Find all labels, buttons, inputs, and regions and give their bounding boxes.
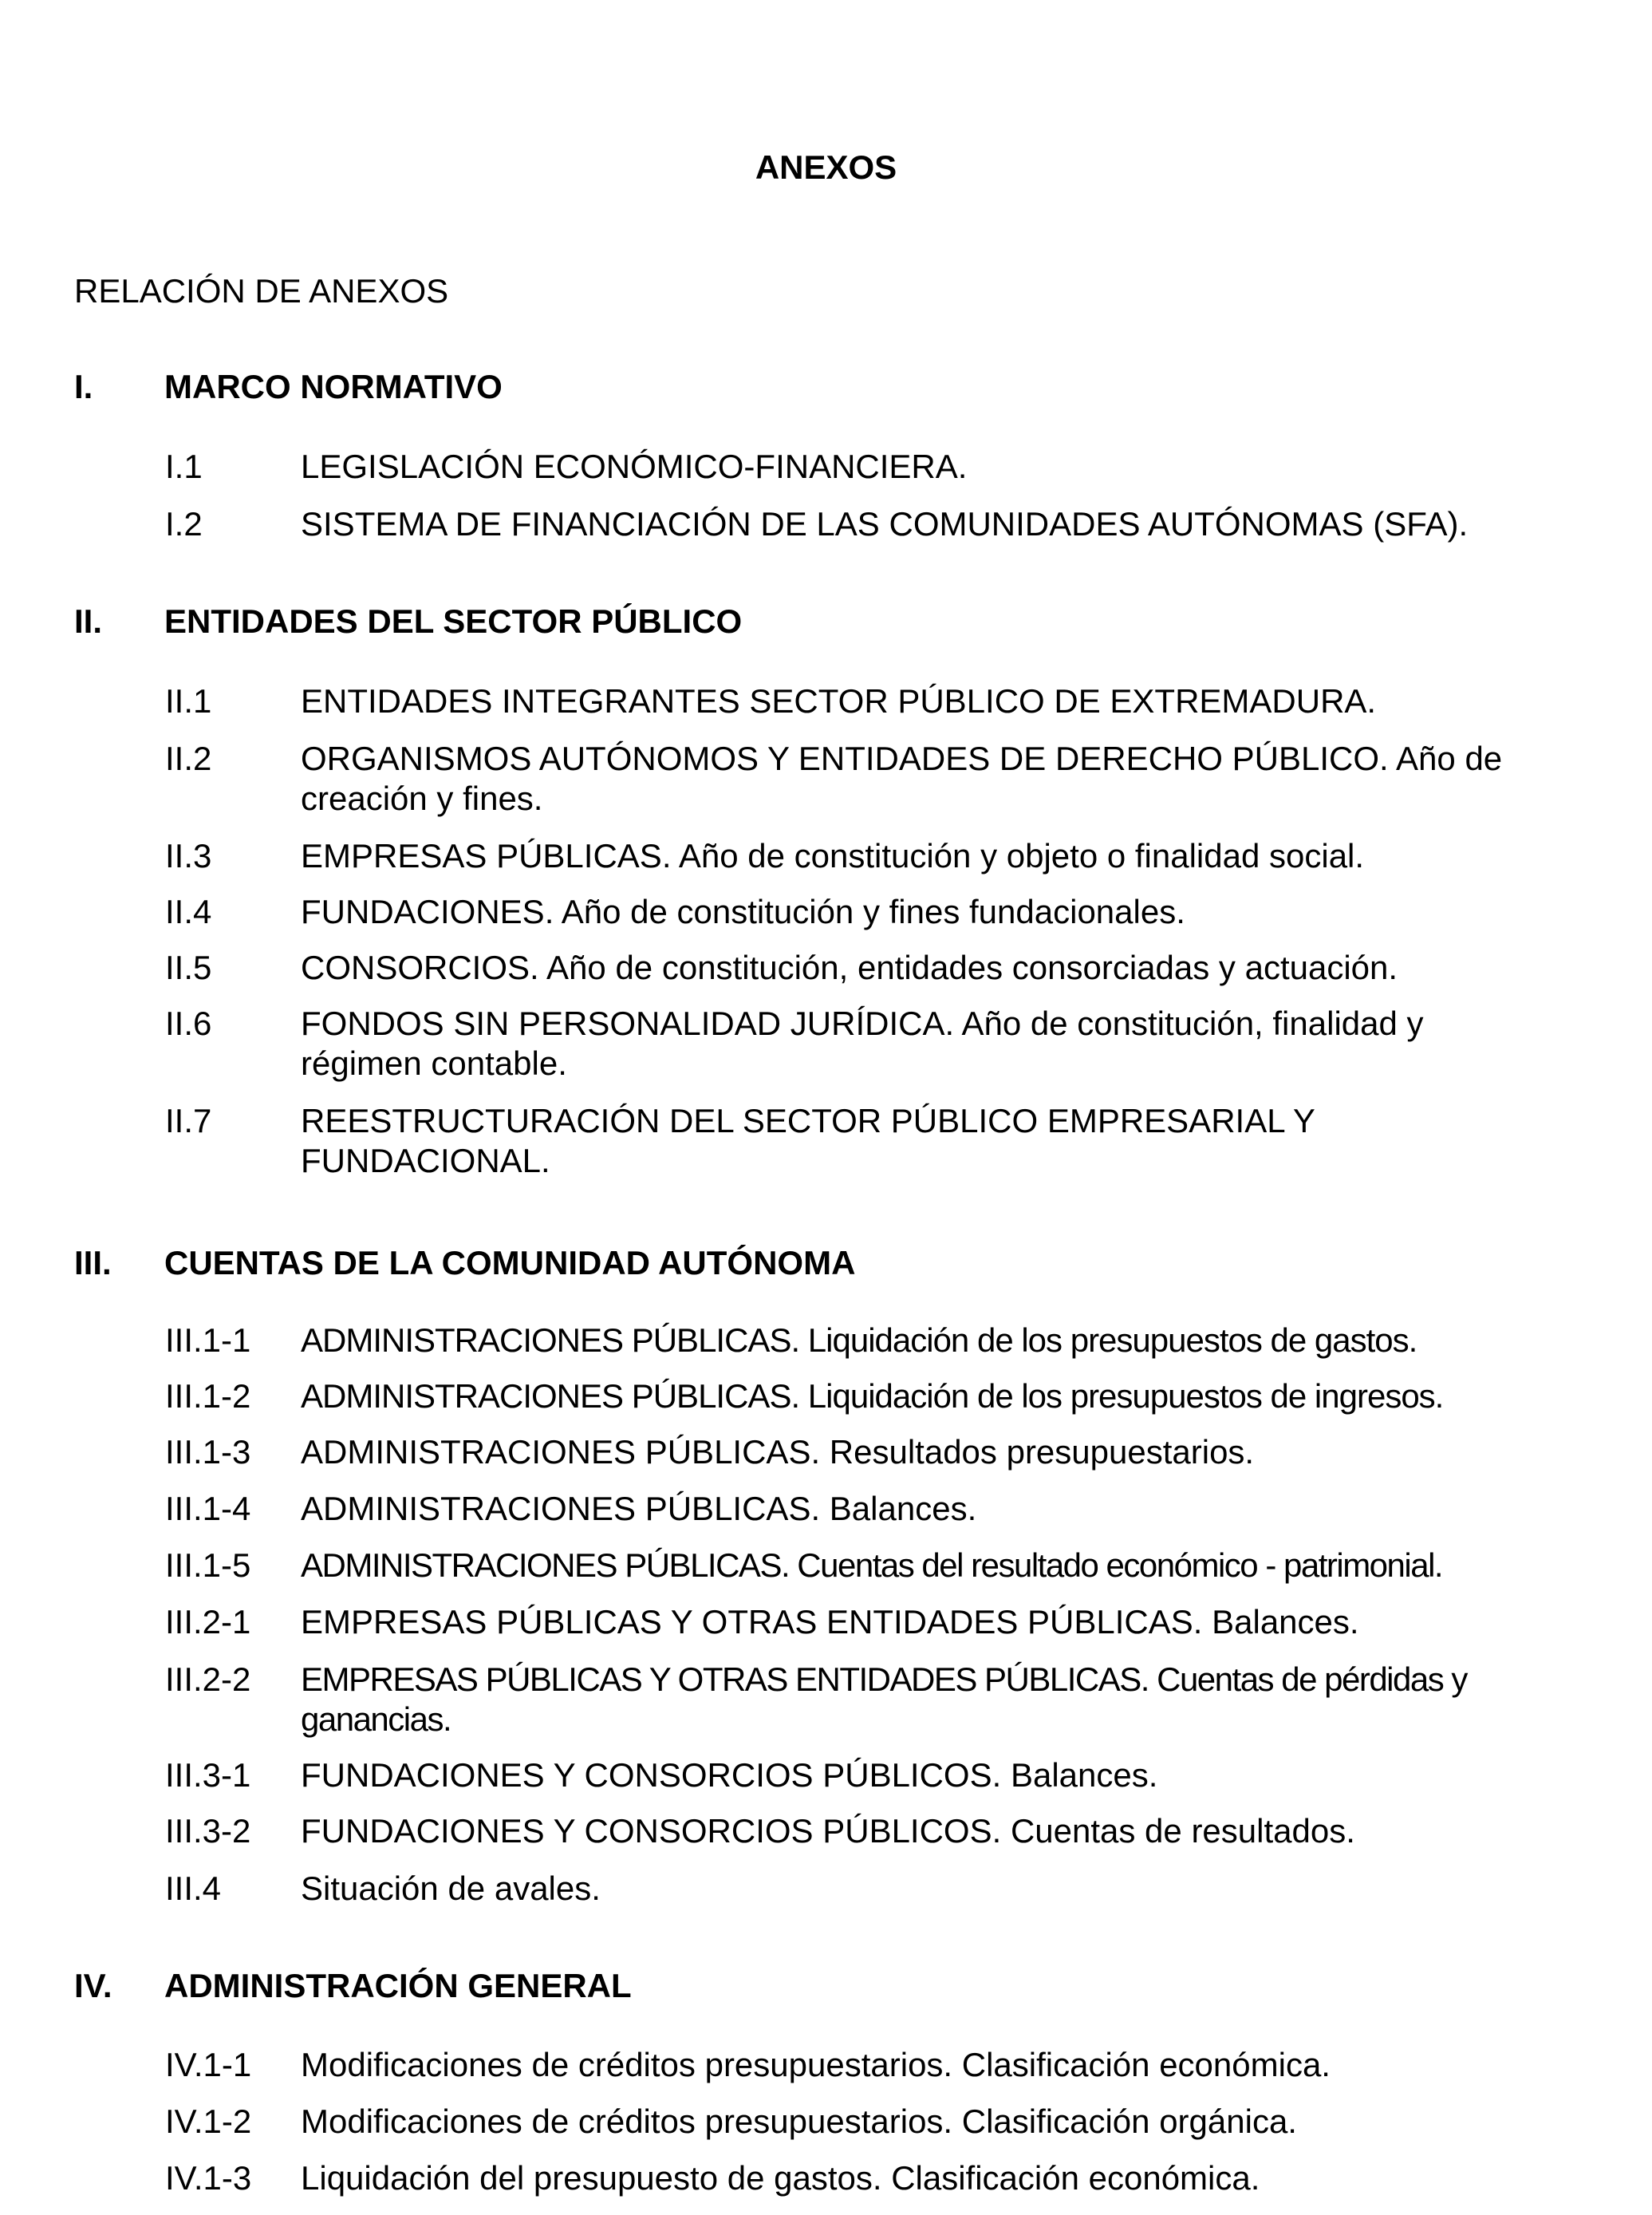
entry-text: Situación de avales. (301, 1870, 601, 1907)
entry-code: II.5 (165, 949, 212, 986)
entry-text: FONDOS SIN PERSONALIDAD JURÍDICA. Año de constitución, finalidad y régimen contable. (301, 1005, 1424, 1082)
entry-code: III.1-4 (165, 1490, 251, 1527)
section-title: ENTIDADES DEL SECTOR PÚBLICO (164, 602, 743, 640)
entry-code: III.1-3 (165, 1433, 251, 1471)
entry-code: III.1-5 (165, 1546, 251, 1584)
entry-text: Modificaciones de créditos presupuestarios. Clasificación económica. (301, 2046, 1331, 2083)
entry-text: ADMINISTRACIONES PÚBLICAS. Balances. (301, 1490, 977, 1527)
entry-text: FUNDACIONES. Año de constitución y fines fundacionales. (301, 893, 1185, 930)
entry-text: LEGISLACIÓN ECONÓMICO-FINANCIERA. (301, 448, 968, 485)
entry-code: II.7 (165, 1102, 212, 1139)
section-title: CUENTAS DE LA COMUNIDAD AUTÓNOMA (164, 1244, 856, 1281)
entry-code: III.1-2 (165, 1377, 251, 1415)
entry-code: IV.1-2 (165, 2102, 252, 2140)
entry-text: ADMINISTRACIONES PÚBLICAS. Cuentas del resultado económico - patrimonial. (301, 1546, 1443, 1584)
entry-text: ADMINISTRACIONES PÚBLICAS. Resultados presupuestarios. (301, 1433, 1255, 1471)
entry-code: III.3-1 (165, 1756, 251, 1794)
entry-code: III.2-2 (165, 1660, 251, 1698)
section-title: ADMINISTRACIÓN GENERAL (164, 1967, 632, 2004)
entry-text: ADMINISTRACIONES PÚBLICAS. Liquidación de los presupuestos de gastos. (301, 1321, 1417, 1359)
entry-text: REESTRUCTURACIÓN DEL SECTOR PÚBLICO EMPRESARIAL Y FUNDACIONAL. (301, 1102, 1315, 1179)
entry-text: CONSORCIOS. Año de constitución, entidades consorciadas y actuación. (301, 949, 1398, 986)
page-title: ANEXOS (755, 148, 897, 186)
entry-code: III.1-1 (165, 1321, 251, 1359)
entry-code: III.3-2 (165, 1812, 251, 1850)
entry-text: FUNDACIONES Y CONSORCIOS PÚBLICOS. Balances. (301, 1756, 1158, 1794)
section-number: IV. (74, 1967, 112, 2004)
entry-code: II.2 (165, 740, 212, 777)
section-title: MARCO NORMATIVO (164, 368, 503, 405)
entry-code: IV.1-3 (165, 2159, 252, 2197)
entry-code: II.3 (165, 837, 212, 875)
entry-text: Liquidación del presupuesto de gastos. Clasificación económica. (301, 2159, 1260, 2197)
entry-code: IV.1-1 (165, 2046, 252, 2083)
entry-code: II.6 (165, 1005, 212, 1042)
entry-text: Modificaciones de créditos presupuestarios. Clasificación orgánica. (301, 2102, 1297, 2140)
entry-text: FUNDACIONES Y CONSORCIOS PÚBLICOS. Cuentas de resultados. (301, 1812, 1355, 1850)
entry-code: I.2 (165, 505, 203, 543)
section-number: III. (74, 1244, 112, 1281)
entry-text: ADMINISTRACIONES PÚBLICAS. Liquidación de los presupuestos de ingresos. (301, 1377, 1444, 1415)
section-number: I. (74, 368, 93, 405)
entry-text: EMPRESAS PÚBLICAS Y OTRAS ENTIDADES PÚBLICAS. Balances. (301, 1603, 1359, 1641)
entry-code: II.1 (165, 682, 212, 720)
entry-text: EMPRESAS PÚBLICAS. Año de constitución y objeto o finalidad social. (301, 837, 1365, 875)
entry-text: SISTEMA DE FINANCIACIÓN DE LAS COMUNIDADES AUTÓNOMAS (SFA). (301, 505, 1469, 543)
annex-list-subtitle: RELACIÓN DE ANEXOS (74, 272, 449, 310)
entry-code: III.4 (165, 1870, 222, 1907)
entry-code: III.2-1 (165, 1603, 251, 1641)
entry-text: ORGANISMOS AUTÓNOMOS Y ENTIDADES DE DERECHO PÚBLICO. Año de creación y fines. (301, 740, 1503, 817)
section-number: II. (74, 602, 103, 640)
entry-code: I.1 (165, 448, 203, 485)
entry-code: II.4 (165, 893, 212, 930)
entry-text: EMPRESAS PÚBLICAS Y OTRAS ENTIDADES PÚBLICAS. Cuentas de pérdidas y ganancias. (301, 1660, 1467, 1738)
entry-text: ENTIDADES INTEGRANTES SECTOR PÚBLICO DE EXTREMADURA. (301, 682, 1377, 720)
